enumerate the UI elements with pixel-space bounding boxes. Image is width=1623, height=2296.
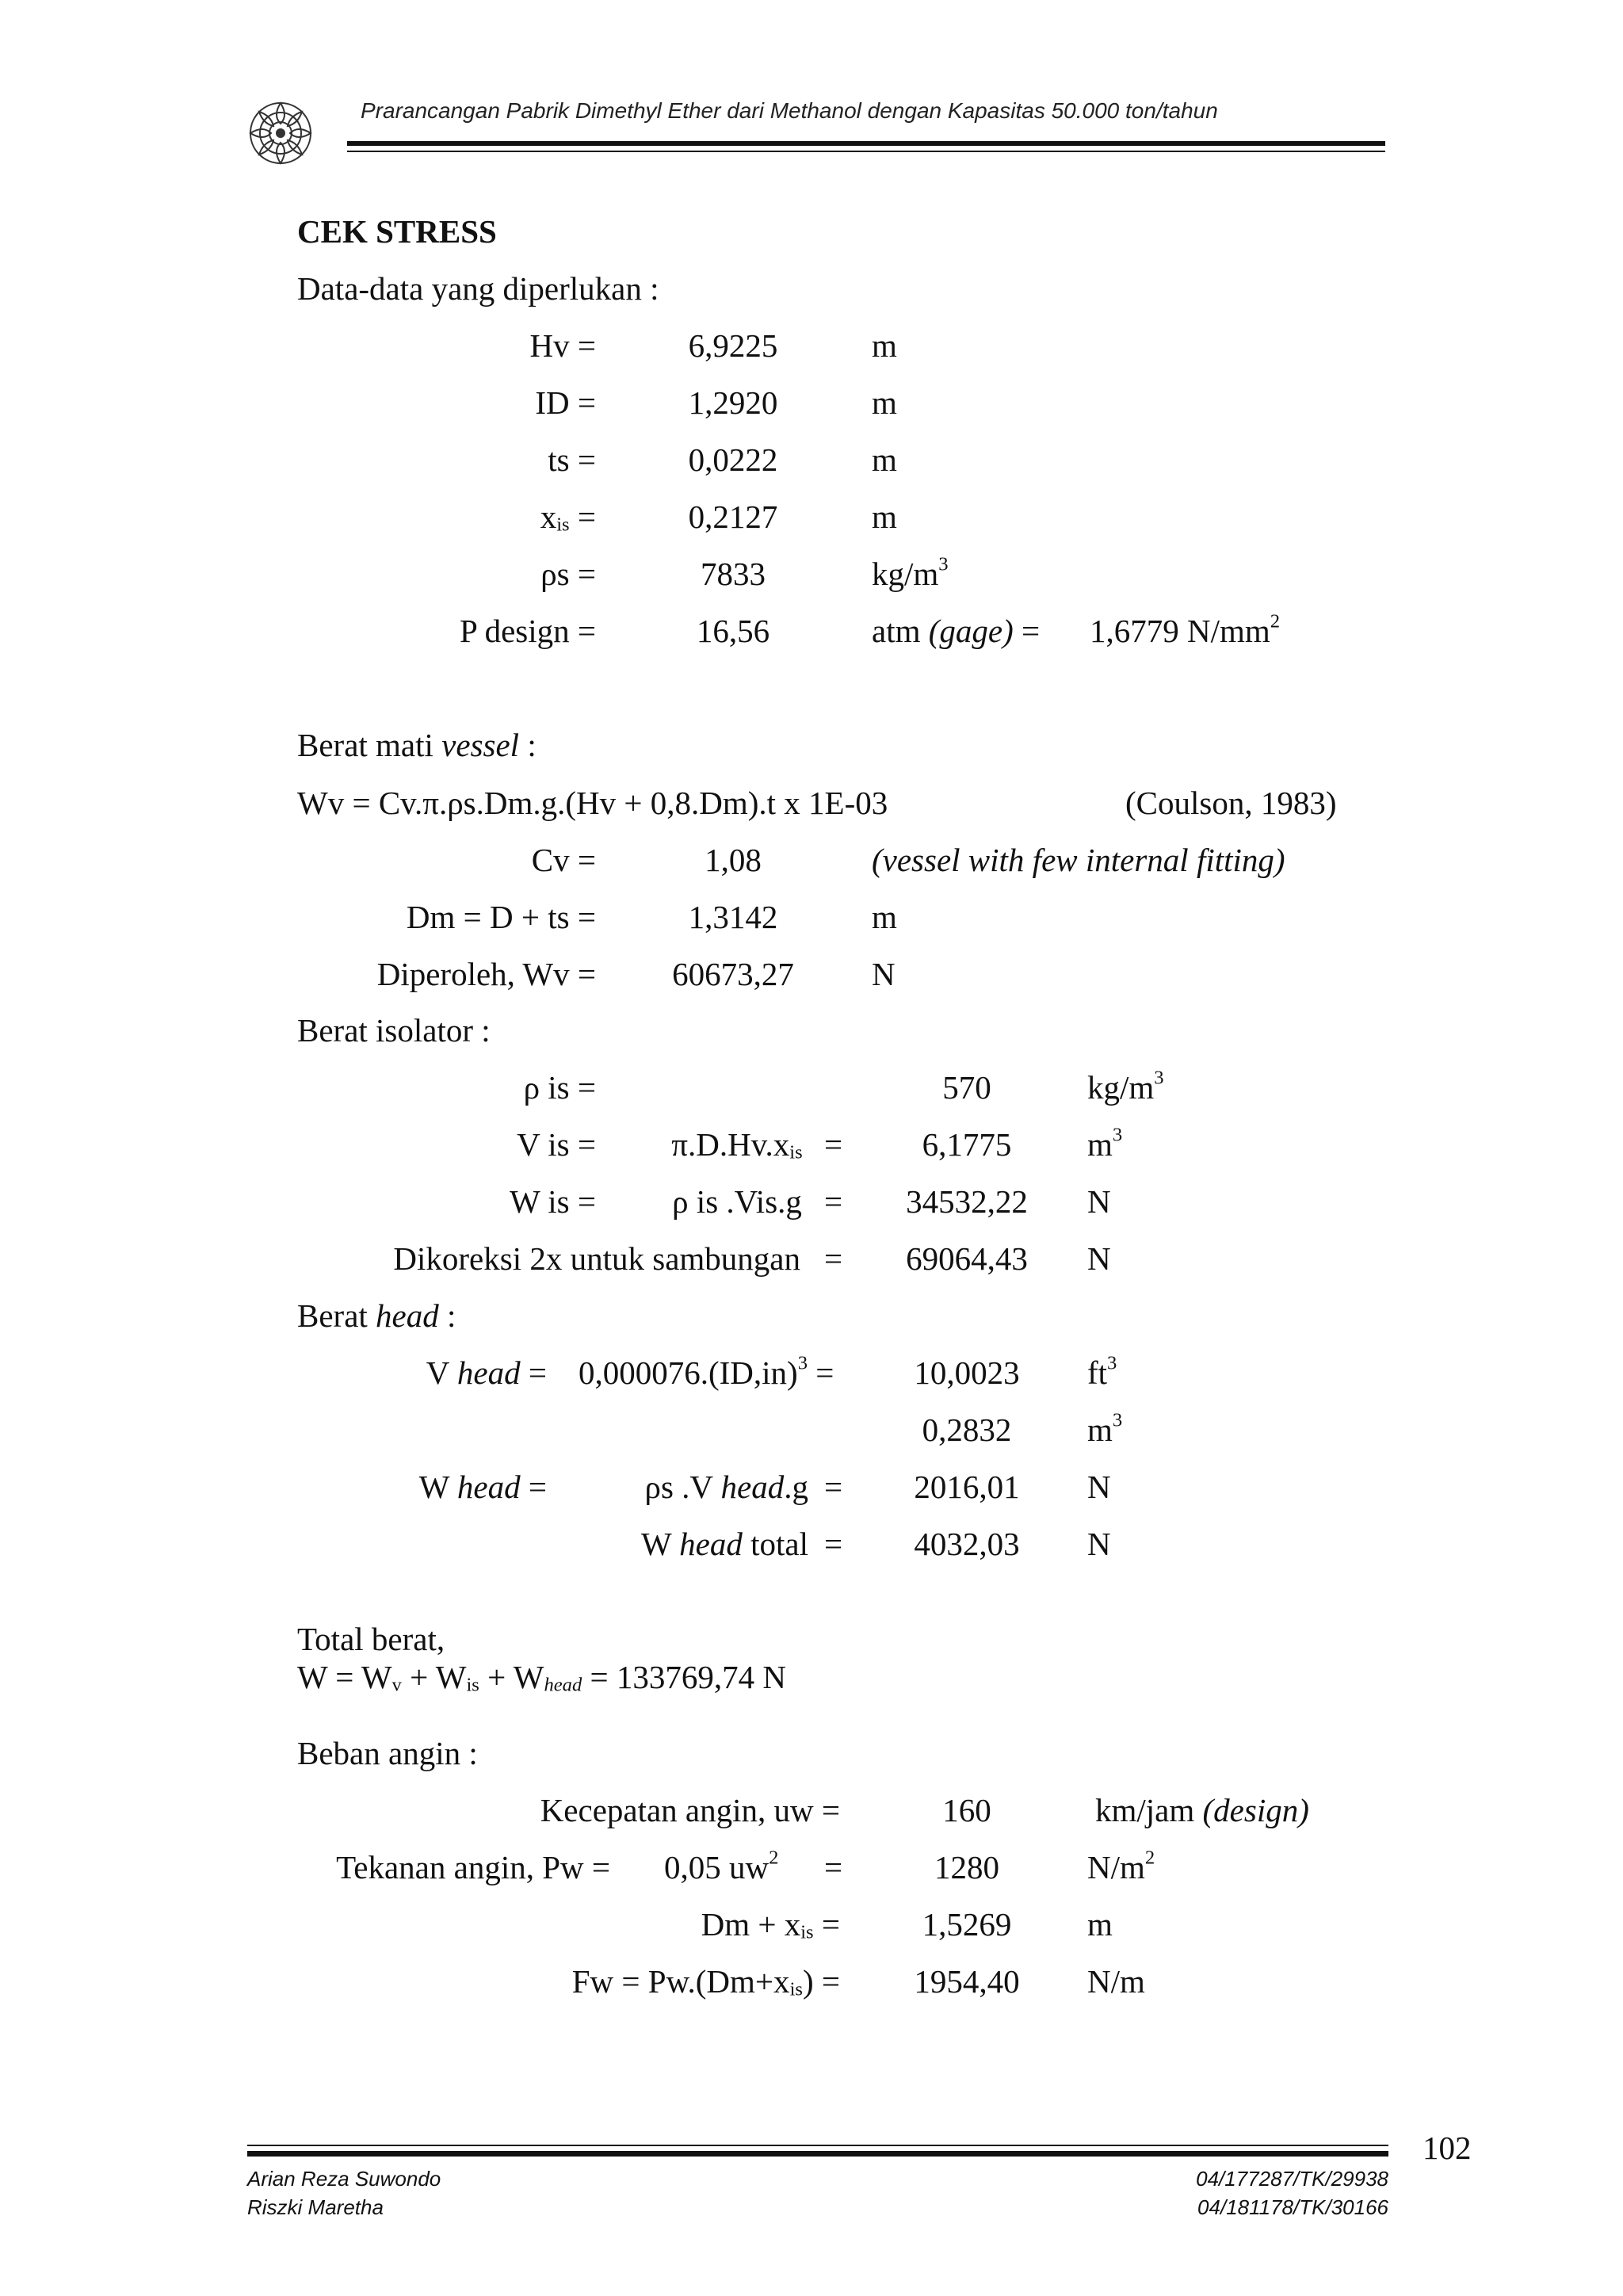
v-head-value-m3: 0,2832 — [922, 1412, 1012, 1448]
w-head-formula: ρs .V head.g — [644, 1469, 808, 1505]
v-head-unit: $ft^3$ — [1087, 1352, 1117, 1391]
data-unit: atm (gage) = — [872, 613, 1041, 649]
author-2: Riszki Maretha — [247, 2195, 384, 2219]
equals: = — [824, 1469, 843, 1505]
v-head-value: 10,0023 — [914, 1354, 1020, 1391]
w-is-value: 34532,22 — [906, 1183, 1028, 1220]
cv-value: 1,08 — [705, 842, 762, 878]
data-extra: 1,6779 $N/mm^2$ — [1090, 610, 1281, 649]
section-title: CEK STRESS — [297, 213, 497, 250]
data-label: ts = — [548, 441, 596, 478]
equals: = — [824, 1183, 843, 1220]
data-unit: m — [872, 384, 897, 421]
dm-xis-value: 1,5269 — [922, 1906, 1012, 1943]
university-logo — [247, 100, 314, 166]
data-unit: m — [872, 327, 897, 364]
header-rule — [347, 141, 1385, 146]
data-intro: Data-data yang diperlukan : — [297, 270, 659, 307]
dm-xis-label: $Dm + x_{is}$ = — [701, 1906, 840, 1943]
v-is-unit: $m^3$ — [1087, 1124, 1123, 1163]
w-head-label: W head = — [418, 1469, 547, 1505]
author-1: Arian Reza Suwondo — [247, 2167, 441, 2191]
w-is-formula: ρ is .Vis.g — [672, 1183, 802, 1220]
data-unit: $kg/m^3$ — [872, 553, 949, 592]
w-head-unit: N — [1087, 1469, 1111, 1505]
pw-unit: $N/m^2$ — [1087, 1847, 1155, 1885]
data-value: 7833 — [701, 556, 766, 592]
v-head-label: V head = — [426, 1354, 547, 1391]
uw-label: Kecepatan angin, uw = — [540, 1792, 840, 1828]
w-head-total-unit: N — [1087, 1526, 1111, 1562]
w-is-unit: N — [1087, 1183, 1111, 1220]
w-head-total-value: 4032,03 — [914, 1526, 1020, 1562]
dm-xis-unit: m — [1087, 1906, 1113, 1943]
data-unit: m — [872, 441, 897, 478]
student-id-1: 04/177287/TK/29938 — [1196, 2167, 1388, 2191]
dm-label: Dm = D + ts = — [406, 899, 596, 935]
data-label: ρs = — [540, 556, 596, 592]
equals: = — [824, 1526, 843, 1562]
header-title: Prarancangan Pabrik Dimethyl Ether dari Methanol dengan Kapasitas 50.000 ton/tahun — [361, 98, 1218, 123]
total-equation: $W = W_v + W_{is} + W_{head} = 133769,74$ N — [297, 1659, 786, 1696]
data-value: 16,56 — [696, 613, 770, 649]
isolator-heading: Berat isolator : — [297, 1012, 491, 1049]
dm-unit: m — [872, 899, 897, 935]
data-value: 1,2920 — [688, 384, 778, 421]
equals: = — [824, 1849, 843, 1885]
student-id-2: 04/181178/TK/30166 — [1197, 2195, 1388, 2219]
data-unit: m — [872, 499, 897, 535]
fw-label: $Fw = Pw.(Dm+x_{is})$ = — [571, 1963, 840, 2000]
wv-unit: N — [872, 956, 896, 992]
uw-value: 160 — [942, 1792, 991, 1828]
uw-unit: km/jam (design) — [1095, 1792, 1309, 1828]
koreksi-value: 69064,43 — [906, 1240, 1028, 1277]
header-rule-thin — [347, 151, 1385, 152]
footer-rule-thin — [247, 2145, 1388, 2146]
w-is-label: W is = — [510, 1183, 596, 1220]
data-value: 0,0222 — [688, 441, 778, 478]
equals: = — [824, 1240, 843, 1277]
v-is-label: V is = — [517, 1126, 596, 1163]
v-is-value: 6,1775 — [922, 1126, 1012, 1163]
cv-note: (vessel with few internal fitting) — [872, 842, 1285, 878]
w-head-value: 2016,01 — [914, 1469, 1020, 1505]
v-head-formula: $0,000076.(ID,in)^3$ = — [579, 1352, 834, 1391]
dm-value: 1,3142 — [688, 899, 778, 935]
berat-mati-heading: Berat mati vessel : — [297, 727, 537, 763]
fw-unit: N/m — [1087, 1963, 1145, 2000]
data-label: ID = — [535, 384, 596, 421]
fw-value: 1954,40 — [914, 1963, 1020, 2000]
rho-is-unit: $kg/m^3$ — [1087, 1067, 1164, 1106]
data-label: P design = — [460, 613, 596, 649]
data-value: 0,2127 — [688, 499, 778, 535]
data-label: $x_{is}$ = — [540, 499, 596, 536]
data-label: Hv = — [529, 327, 596, 364]
angin-heading: Beban angin : — [297, 1735, 478, 1771]
w-head-total-label: W head total — [640, 1526, 808, 1562]
wv-formula: Wv = Cv.π.ρs.Dm.g.(Hv + 0,8.Dm).t x 1E-03 — [297, 785, 888, 821]
total-heading: Total berat, — [297, 1621, 445, 1657]
page-number: 102 — [1423, 2130, 1472, 2166]
data-value: 6,9225 — [688, 327, 778, 364]
head-heading: Berat head : — [297, 1297, 456, 1334]
v-is-formula: $\pi.D.Hv.x_{is}$ — [671, 1126, 803, 1163]
pw-value: 1280 — [934, 1849, 999, 1885]
equals: = — [824, 1126, 843, 1163]
cv-label: Cv = — [531, 842, 596, 878]
wv-value: 60673,27 — [672, 956, 794, 992]
wv-label: Diperoleh, Wv = — [376, 956, 596, 992]
footer-rule — [247, 2151, 1388, 2157]
v-head-unit-m3: $m^3$ — [1087, 1409, 1123, 1448]
pw-label: Tekanan angin, Pw = — [336, 1849, 610, 1885]
rho-is-label: ρ is = — [523, 1069, 596, 1106]
koreksi-label: Dikoreksi 2x untuk sambungan — [393, 1240, 800, 1277]
rho-is-value: 570 — [942, 1069, 991, 1106]
reference: (Coulson, 1983) — [1125, 785, 1337, 821]
koreksi-unit: N — [1087, 1240, 1111, 1277]
pw-formula: 0,05 $uw^2$ — [664, 1847, 779, 1885]
